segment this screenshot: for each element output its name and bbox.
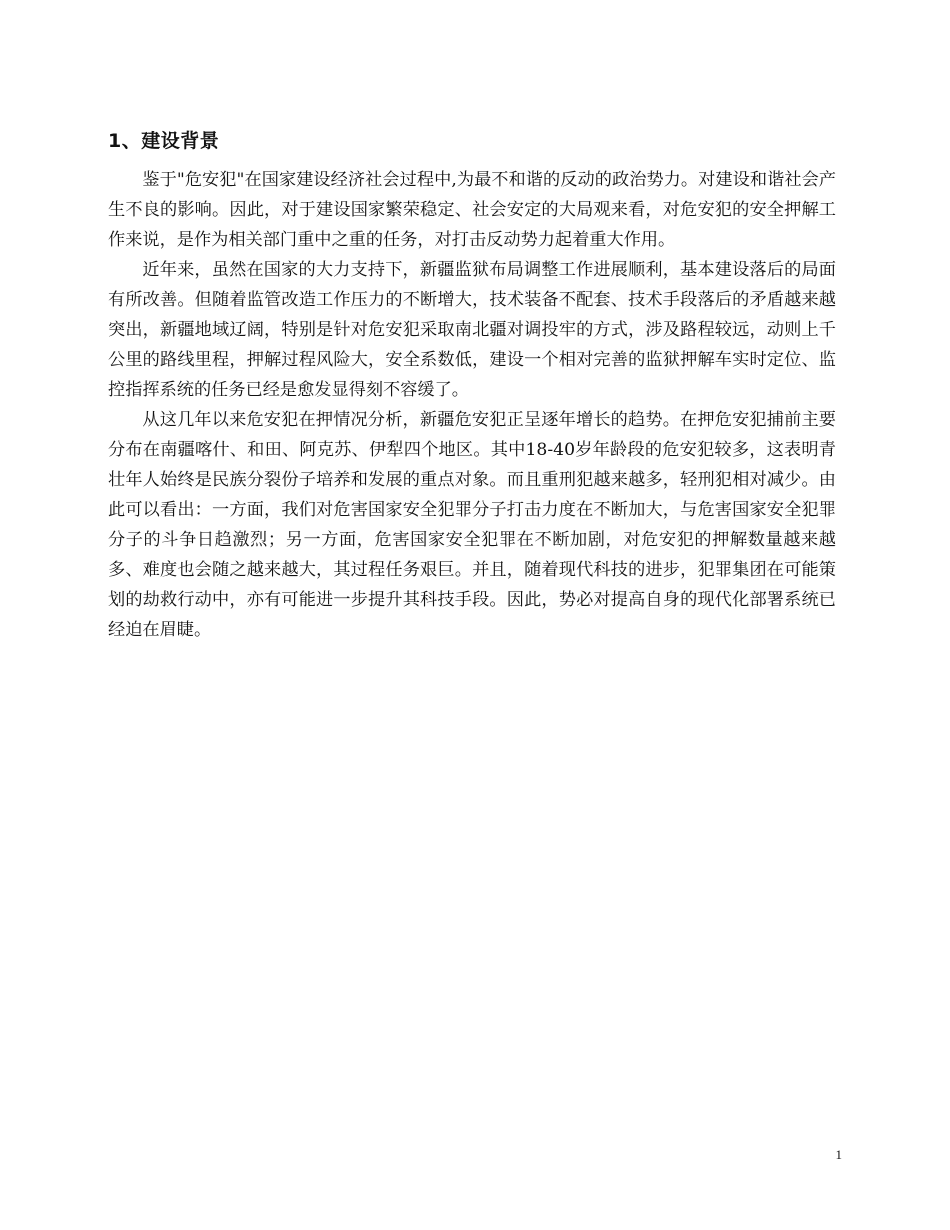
document-body <box>108 127 836 645</box>
paragraph-background-3: 从这几年以来危安犯在押情况分析，新疆危安犯正呈逐年增长的趋势。在押危安犯捕前主要分布在南疆喀什、和田、阿克苏、伊犁四个地区。其中18-40岁年龄段的危安犯较多，这表明青壮年人始终是民族分裂份子培养和发展的重点对象。而且重刑犯越来越多，轻刑犯相对减少。由此可以看出：一方面，我们对危害国家安全犯罪分子打击力度在不断加大，与危害国家安全犯罪分子的斗争日趋激烈；另一方面，危害国家安全犯罪在不断加剧，对危安犯的押解数量越来越多、难度也会随之越来越大，其过程任务艰巨。并且，随着现代科技的进步，犯罪集团在可能策划的劫救行动中，亦有可能进一步提升其科技手段。因此，势必对提高自身的现代化部署系统已经迫在眉睫。 <box>108 410 836 640</box>
section-heading: 1、建设背景 <box>108 130 220 152</box>
paragraph-background-1: 鉴于"危安犯"在国家建设经济社会过程中,为最不和谐的反动的政治势力。对建设和谐社会产生不良的影响。因此，对于建设国家繁荣稳定、社会安定的大局观来看，对危安犯的安全押解工作来说，是作为相关部门重中之重的任务，对打击反动势力起着重大作用。 <box>108 170 836 250</box>
paragraph-background-2: 近年来，虽然在国家的大力支持下，新疆监狱布局调整工作进展顺利，基本建设落后的局面有所改善。但随着监管改造工作压力的不断增大，技术装备不配套、技术手段落后的矛盾越来越突出，新疆地域辽阔，特别是针对危安犯采取南北疆对调投牢的方式，涉及路程较远，动则上千公里的路线里程，押解过程风险大，安全系数低，建设一个相对完善的监狱押解车实时定位、监控指挥系统的任务已经是愈发显得刻不容缓了。 <box>108 260 836 400</box>
page-number: 1 <box>835 1147 842 1162</box>
